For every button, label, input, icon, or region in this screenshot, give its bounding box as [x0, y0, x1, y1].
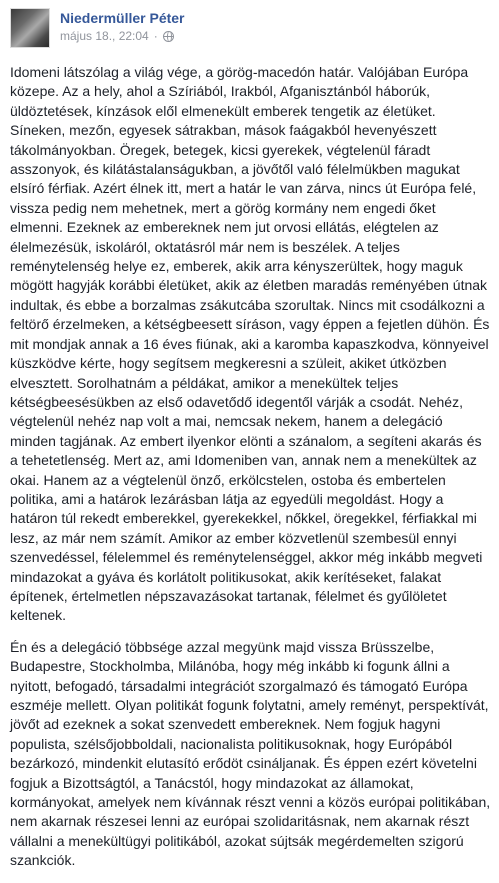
meta-separator: ·	[153, 29, 158, 43]
post-header	[10, 8, 490, 58]
globe-icon[interactable]	[163, 31, 174, 42]
post-meta	[60, 29, 174, 43]
post-paragraph-1: Idomeni látszólag a világ vége, a görög-macedón határ. Valójában Európa közepe. Az a hely, ahol a Szíriából, Irakból, Afganisztánból háborúk, üldöztetések, kínzások elől elmenekült emberek tengetik az életüket. Síneken, mezőn, egyesek sátrakban, mások faágakból hevenyészett tákolmányokban. Öregek, betegek, kicsi gyerekek, végtelenül fáradt asszonyok, és kilátástalanságukban, a jövőtől való félelmükben magukat elsíró férfiak. Azért élnek itt, mert a határ le van zárva, nincs út Európa felé, vissza pedig nem mehetnek, mert a görög kormány nem engedi őket elmenni. Ezeknek az embereknek nem jut orvosi ellátás, elégtelen az élelmezésük, iskoláról, oktatásról már nem is beszélek. A teljes reménytelenség helye ez, emberek, akik arra kényszerültek, hogy maguk mögött hagyják korábbi életüket, akik az életben maradás reményében útnak indultak, és ebbe a borzalmas zsákutcába szorultak. Nincs mit csodálkozni a feltörő érzelmeken, a kétségbeesett síráson, vagy éppen a fejetlen dühön. És mit mondjak annak a 16 éves fiúnak, aki a karomba kapaszkodva, könnyeivel küszködve kérte, hogy segítsem megkeresni a szüleit, akiket útközben elvesztett. Sorolhatnám a példákat, amikor a menekültek teljes kétségbeesésükben az első odavetődő idegentől várják a csodát. Nehéz, végtelenül nehéz nap volt a mai, nemcsak nekem, hanem a delegáció minden tagjának. Az embert ilyenkor elönti a szánalom, a segíteni akarás és a tehetetlenség. Mert az, ami Idomeniben van, annak nem a menekültek az okai. Hanem az a végtelenül önző, erkölcstelen, ostoba és embertelen politika, ami a határok lezárásban látja az egyedüli megoldást. Hogy a határon túl rekedt emberekkel, gyerekekkel, nőkkel, öregekkel, férfiakkal mi lesz, az már nem számít. Amikor az ember közvetlenül szembesül ennyi szenvedéssel, félelemmel és reménytelenséggel, akkor még inkább megveti mindazokat a gyáva és korlátolt politikusokat, akik kerítéseket, falakat építenek, értelmetlen népszavazásokat tartanak, félelmet és gyűlöletet keltenek.	[10, 64, 490, 624]
post-timestamp-link[interactable]: május 18., 22:04	[60, 29, 149, 43]
author-name-link[interactable]: Niedermüller Péter	[60, 10, 185, 26]
author-avatar[interactable]	[10, 8, 50, 48]
post-text	[10, 63, 491, 883]
post-paragraph-2: Én és a delegáció többsége azzal megyünk majd vissza Brüsszelbe, Budapestre, Stockholmba, Milánóba, hogy még inkább ki fogunk állni a nyitott, befogadó, társadalmi integrációt szorgalmazó és támogató Európa eszméje mellett. Olyan politikát fogunk folytatni, amely reményt, perspektívát, jövőt ad ezeknek a sokat szenvedett embereknek. Nem fogjuk hagyni populista, szélsőjobboldali, nacionalista politikusoknak, hogy Európából bezárkozó, mindenkit elutasító erődöt csináljanak. És éppen ezért követelni fogjuk a Bizottságtól, a Tanácstól, hogy mindazokat az államokat, kormányokat, amelyek nem kívánnak részt venni a közös európai politikában, nem akarnak részesei lenni az európai szolidaritásnak, nem akarnak részt vállalni a menekültügyi politikából, azokat sújtsák megérdemelten szigorú szankciók.	[10, 638, 491, 869]
